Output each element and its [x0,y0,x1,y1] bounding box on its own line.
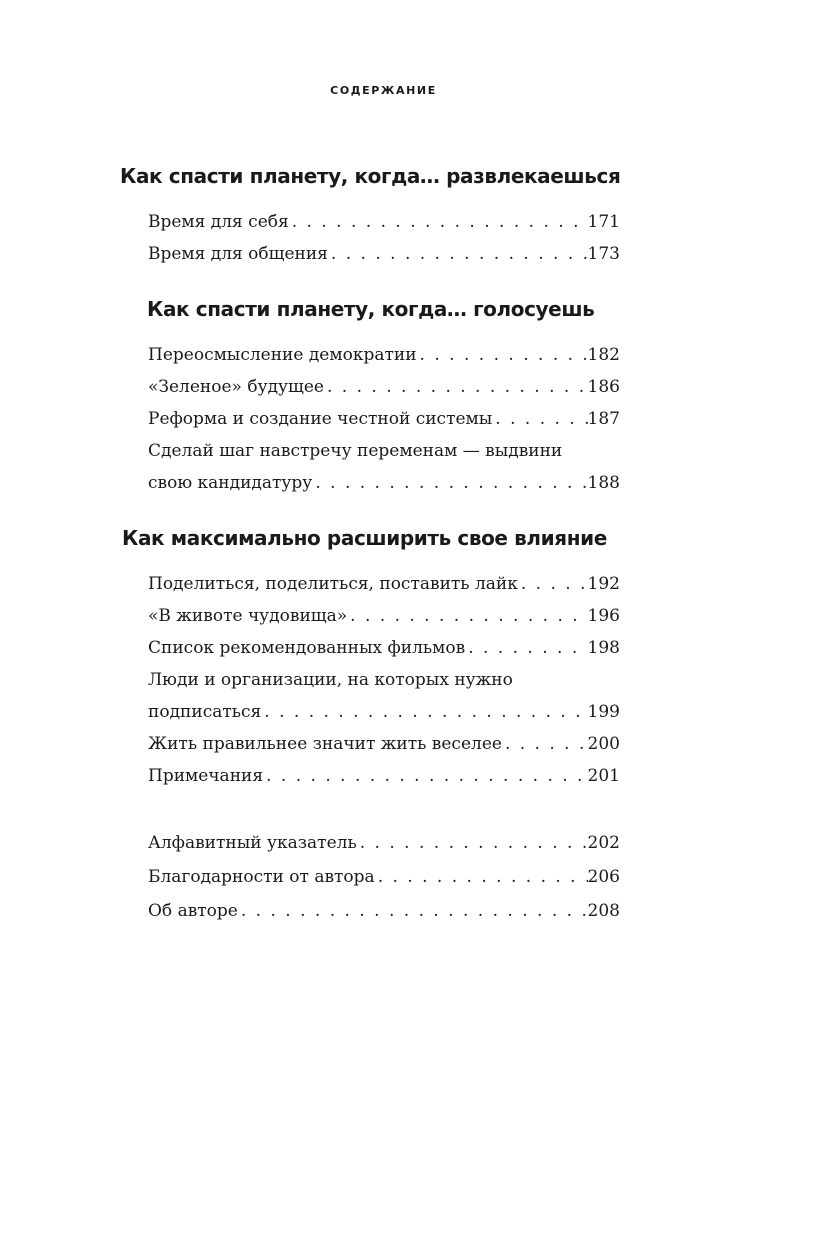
toc-entry-title: Время для себя [148,212,289,232]
toc-group-influence [148,568,620,792]
dot-leader [502,728,588,760]
toc-entry-page: 188 [587,473,620,493]
dot-leader [347,600,587,632]
toc-entry-title: подписаться [148,702,262,722]
toc-entry-page: 200 [587,734,620,754]
toc-entry-title: Список рекомендованных фильмов [148,638,466,658]
toc-entry[interactable] [148,860,620,894]
dot-leader [324,371,588,403]
dot-leader [261,696,587,728]
toc-entry-title: «Зеленое» будущее [148,377,324,397]
toc-entry-title: Сделай шаг навстречу переменам — выдвини [148,441,563,461]
toc-group-voting [148,339,620,499]
toc-entry-page: 186 [587,377,620,397]
toc-entry-page: 199 [587,702,620,722]
toc-entry-title: Алфавитный указатель [148,833,357,853]
toc-entry-title: Жить правильнее значит жить веселее [148,734,502,754]
dot-leader [238,894,588,928]
toc-group-appendix [148,826,620,928]
toc-entry[interactable] [148,403,620,435]
toc-entry-title: Поделиться, поделиться, поставить лайк [148,574,518,594]
toc-entry-page: 201 [587,766,620,786]
toc-entry-page: 198 [587,638,620,658]
toc-entry[interactable] [148,238,620,270]
toc-entry[interactable] [148,206,620,238]
toc-entry-title: свою кандидатуру [148,473,313,493]
toc-group-entertainment [148,206,620,270]
dot-leader [312,467,587,499]
dot-leader [465,632,587,664]
dot-leader [518,568,588,600]
toc-entry[interactable] [148,894,620,928]
section-title-voting: Как спасти планету, когда… голосуешь [147,297,595,321]
toc-entry[interactable] [148,728,620,760]
toc-entry[interactable] [148,632,620,664]
section-title-entertainment: Как спасти планету, когда… развлекаешься [120,164,621,188]
dot-leader [375,860,588,894]
dot-leader [357,826,588,860]
dot-leader [492,403,587,435]
toc-entry-page: 171 [587,212,620,232]
toc-entry-page: 173 [587,244,620,264]
toc-entry-title: Примечания [148,766,264,786]
toc-entry-title: Реформа и создание честной системы [148,409,493,429]
toc-entry[interactable] [148,826,620,860]
toc-entry-page: 202 [587,833,620,853]
toc-entry-page: 196 [587,606,620,626]
page-header: СОДЕРЖАНИЕ [330,84,437,97]
toc-entry[interactable] [148,760,620,792]
toc-entry-page: 187 [587,409,620,429]
toc-entry-title: Благодарности от автора [148,867,375,887]
toc-entry-title: Переосмысление демократии [148,345,417,365]
dot-leader [289,206,588,238]
toc-entry[interactable] [148,600,620,632]
toc-entry-page: 208 [587,901,620,921]
toc-entry-page: 206 [587,867,620,887]
toc-entry[interactable] [148,696,620,728]
dot-leader [417,339,588,371]
toc-entry-title: Время для общения [148,244,328,264]
toc-entry-page: 182 [587,345,620,365]
toc-entry[interactable] [148,371,620,403]
dot-leader [328,238,588,270]
toc-entry-first-line[interactable] [148,435,620,467]
toc-entry-title: Об авторе [148,901,238,921]
section-title-influence: Как максимально расширить свое влияние [122,526,607,550]
toc-entry-page: 192 [587,574,620,594]
toc-entry-title: Люди и организации, на которых нужно [148,670,513,690]
toc-entry-title: «В животе чудовища» [148,606,348,626]
toc-entry[interactable] [148,339,620,371]
toc-entry[interactable] [148,467,620,499]
toc-entry[interactable] [148,568,620,600]
toc-entry-first-line[interactable] [148,664,620,696]
dot-leader [263,760,587,792]
